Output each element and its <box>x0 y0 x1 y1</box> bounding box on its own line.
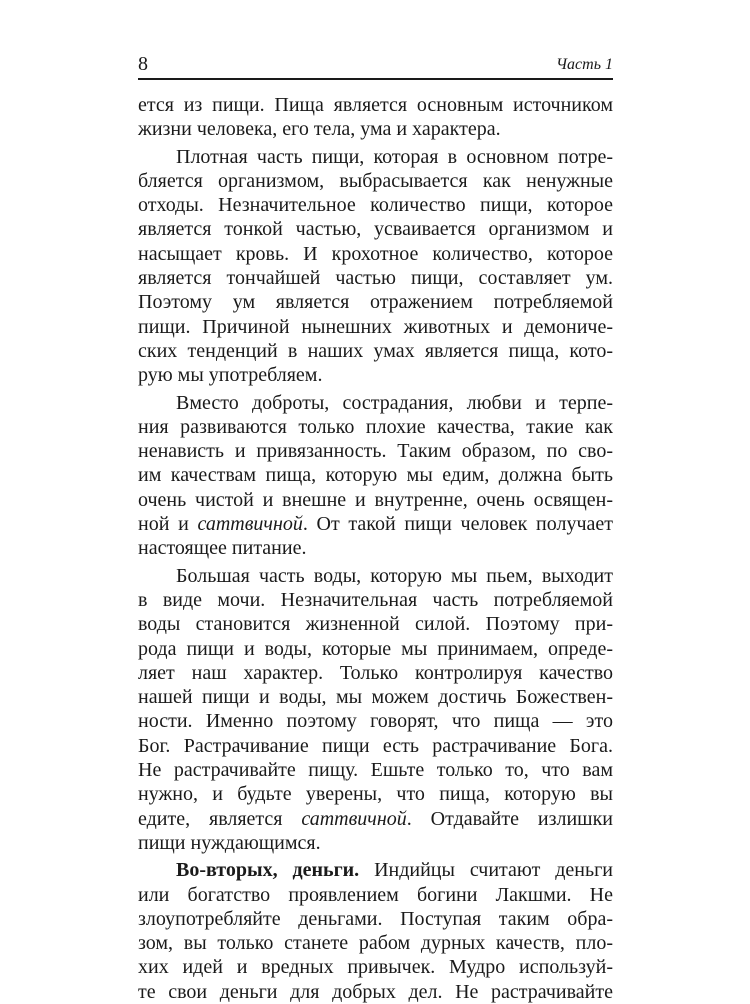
body-text <box>138 93 613 1004</box>
text-line: ненависть и привязанность. Таким образом, по сво- <box>138 440 613 463</box>
text-line: отходы. Незначительное количество пищи, которое <box>138 194 613 217</box>
text-line: очень чистой и внешне и внутренне, очень освящен- <box>138 488 613 511</box>
text-line: настоящее питание. <box>138 537 307 560</box>
text-line: пищи нуждающимся. <box>138 831 321 854</box>
text-line: или богатство проявлением богини Лакшми. Не <box>138 883 613 906</box>
text-line: нужно, и будьте уверены, что пища, которую вы <box>138 783 613 806</box>
text-fragment: . От такой пищи человек получает <box>302 513 613 536</box>
paragraph <box>138 93 613 142</box>
text-line: ния развиваются только плохие качества, такие как <box>138 415 613 438</box>
text-line <box>138 807 613 831</box>
text-fragment: ной и <box>138 513 198 536</box>
text-line: Вместо доброты, сострадания, любви и терпе- <box>176 391 613 414</box>
paragraph <box>138 858 613 1004</box>
text-line: воды становится жизненной силой. Поэтому при- <box>138 613 613 636</box>
text-line: им качествам пища, которую мы едим, должна быть <box>138 464 613 487</box>
text-line: является тонкой частью, усваивается организмом и <box>138 218 613 241</box>
text-line: злоупотребляйте деньгами. Поступая таким обра- <box>138 907 613 930</box>
text-line <box>138 858 613 882</box>
paragraph <box>138 391 613 561</box>
part-label: Часть 1 <box>556 56 613 73</box>
text-line: ности. Именно поэтому говорят, что пища — это <box>138 710 613 733</box>
text-line: Плотная часть пищи, которая в основном потре- <box>176 145 613 168</box>
text-line: насыщает кровь. И крохотное количество, которое <box>138 242 613 265</box>
text-line: Большая часть воды, которую мы пьем, выходит <box>176 564 613 587</box>
text-line: в виде мочи. Незначительная часть потребляемой <box>138 588 613 611</box>
running-header <box>138 52 613 80</box>
text-fragment: едите, является <box>138 807 302 830</box>
text-line: жизни человека, его тела, ума и характера. <box>138 118 501 141</box>
text-line: рода пищи и воды, которые мы принимаем, опреде- <box>138 637 613 660</box>
text-line: Не растрачивайте пищу. Ешьте только то, что вам <box>138 759 613 782</box>
italic-term: саттвичной <box>197 513 303 536</box>
text-line: Поэтому ум является отражением потребляемой <box>138 291 613 314</box>
text-line: нашей пищи и воды, мы можем достичь Божествен- <box>138 686 613 709</box>
text-line: пищи. Причиной нынешних животных и демониче- <box>138 315 613 338</box>
text-line: Бог. Растрачивание пищи есть растрачивание Бога. <box>138 734 613 757</box>
text-line <box>138 512 613 536</box>
text-line: зом, вы только станете рабом дурных качеств, пло- <box>138 932 613 955</box>
text-line: рую мы употребляем. <box>138 364 323 387</box>
page-number: 8 <box>138 53 148 75</box>
text-line: бляется организмом, выбрасывается как ненужные <box>138 169 613 192</box>
text-fragment: Индийцы считают деньги <box>359 859 613 882</box>
paragraph <box>138 145 613 388</box>
italic-term: саттвичной <box>301 807 407 830</box>
text-line: является тончайшей частью пищи, составляет ум. <box>138 267 613 290</box>
bold-heading: Во-вторых, деньги. <box>176 859 360 882</box>
text-fragment: . Отдавайте излишки <box>406 807 613 830</box>
text-line: ется из пищи. Пища является основным источником <box>138 94 613 116</box>
text-line: ляет наш характер. Только контролируя качество <box>138 661 613 684</box>
text-line: хих идей и вредных привычек. Мудро используй- <box>138 956 613 979</box>
paragraph <box>138 564 613 856</box>
text-line: те свои деньги для добрых дел. Не растрачивайте <box>138 980 613 1003</box>
text-line: ских тенденций в наших умах является пища, кото- <box>138 339 613 362</box>
